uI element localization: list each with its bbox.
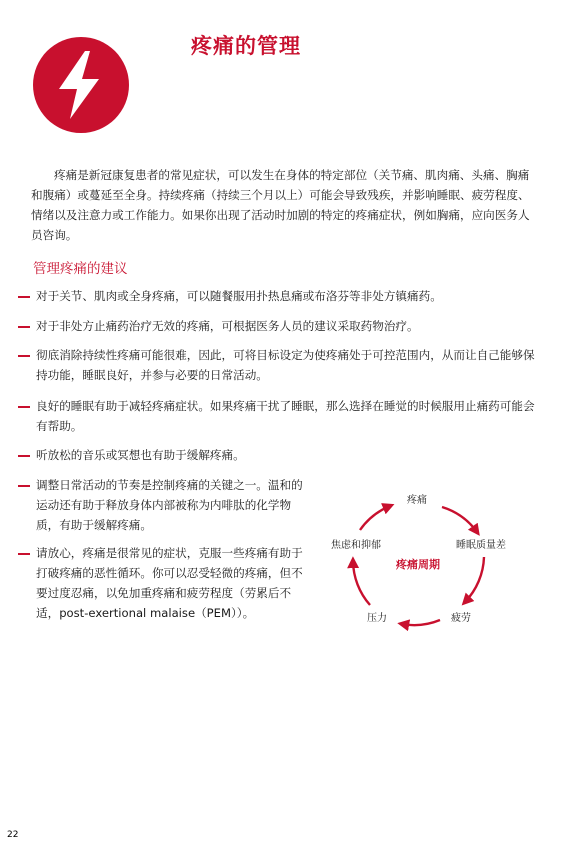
- bullet-text: 对于关节、肌肉或全身疼痛，可以随餐服用扑热息痛或布洛芬等非处方镇痛药。: [36, 289, 442, 303]
- bullet-dash: [18, 406, 30, 408]
- bullet-item: [18, 316, 538, 336]
- bullet-item: [18, 286, 538, 306]
- bullet-dash: [18, 485, 30, 487]
- cycle-node-right: 睡眠质量差: [456, 540, 506, 551]
- bullet-text: 彻底消除持续性疼痛可能很难，因此，可将目标设定为使疼痛处于可控范围内，从而让自己能够保持功能，睡眠良好，并参与必要的日常活动。: [36, 348, 535, 382]
- page-title: 疼痛的管理: [191, 34, 301, 58]
- bullet-text: 听放松的音乐或冥想也有助于缓解疼痛。: [36, 448, 245, 462]
- lightning-bolt-icon: [33, 37, 129, 133]
- cycle-node-bottom-left: 压力: [367, 613, 387, 624]
- bullet-item: [18, 396, 538, 436]
- bullet-text: 请放心，疼痛是很常见的症状，克服一些疼痛有助于打破疼痛的恶性循环。你可以忍受轻微的疼痛，但不要过度忍痛，以免加重疼痛和疲劳程度（劳累后不适，post-exertional malaise（PEM））。: [36, 546, 303, 620]
- cycle-arrow: [402, 620, 440, 625]
- cycle-arrow: [442, 507, 477, 532]
- cycle-arrow: [465, 557, 484, 602]
- section-heading: 管理疼痛的建议: [33, 261, 128, 277]
- pain-cycle-diagram: [320, 480, 516, 640]
- bullet-item: [18, 345, 538, 385]
- intro-paragraph: 疼痛是新冠康复患者的常见症状，可以发生在身体的特定部位（关节痛、肌肉痛、头痛、胸痛和腹痛）或蔓延至全身。持续疼痛（持续三个月以上）可能会导致残疾，并影响睡眠、疲劳程度、情绪以及注意力或工作能力。如果你出现了活动时加剧的特定的疼痛症状，例如胸痛，应向医务人员咨询。: [31, 168, 530, 242]
- bullet-text: 对于非处方止痛药治疗无效的疼痛，可根据医务人员的建议采取药物治疗。: [36, 319, 419, 333]
- cycle-arrow: [360, 506, 390, 530]
- cycle-center-label: 疼痛周期: [396, 558, 440, 571]
- bullet-dash: [18, 296, 30, 298]
- cycle-node-left: 焦虑和抑郁: [331, 540, 381, 551]
- bullet-dash: [18, 355, 30, 357]
- bullet-text: 调整日常活动的节奏是控制疼痛的关键之一。温和的运动还有助于释放身体内部被称为内啡肽的化学物质，有助于缓解疼痛。: [36, 478, 303, 532]
- cycle-node-top: 疼痛: [407, 495, 427, 506]
- page-number: 22: [7, 830, 19, 840]
- cycle-node-bottom-right: 疲劳: [451, 613, 471, 624]
- bullet-item: [18, 445, 538, 465]
- bullet-dash: [18, 326, 30, 328]
- bullet-item: [18, 543, 303, 623]
- bullet-item: [18, 475, 303, 535]
- bullet-dash: [18, 553, 30, 555]
- cycle-arrow: [353, 561, 370, 605]
- bullet-dash: [18, 455, 30, 457]
- bullet-text: 良好的睡眠有助于减轻疼痛症状。如果疼痛干扰了睡眠，那么选择在睡觉的时候服用止痛药可能会有帮助。: [36, 399, 535, 433]
